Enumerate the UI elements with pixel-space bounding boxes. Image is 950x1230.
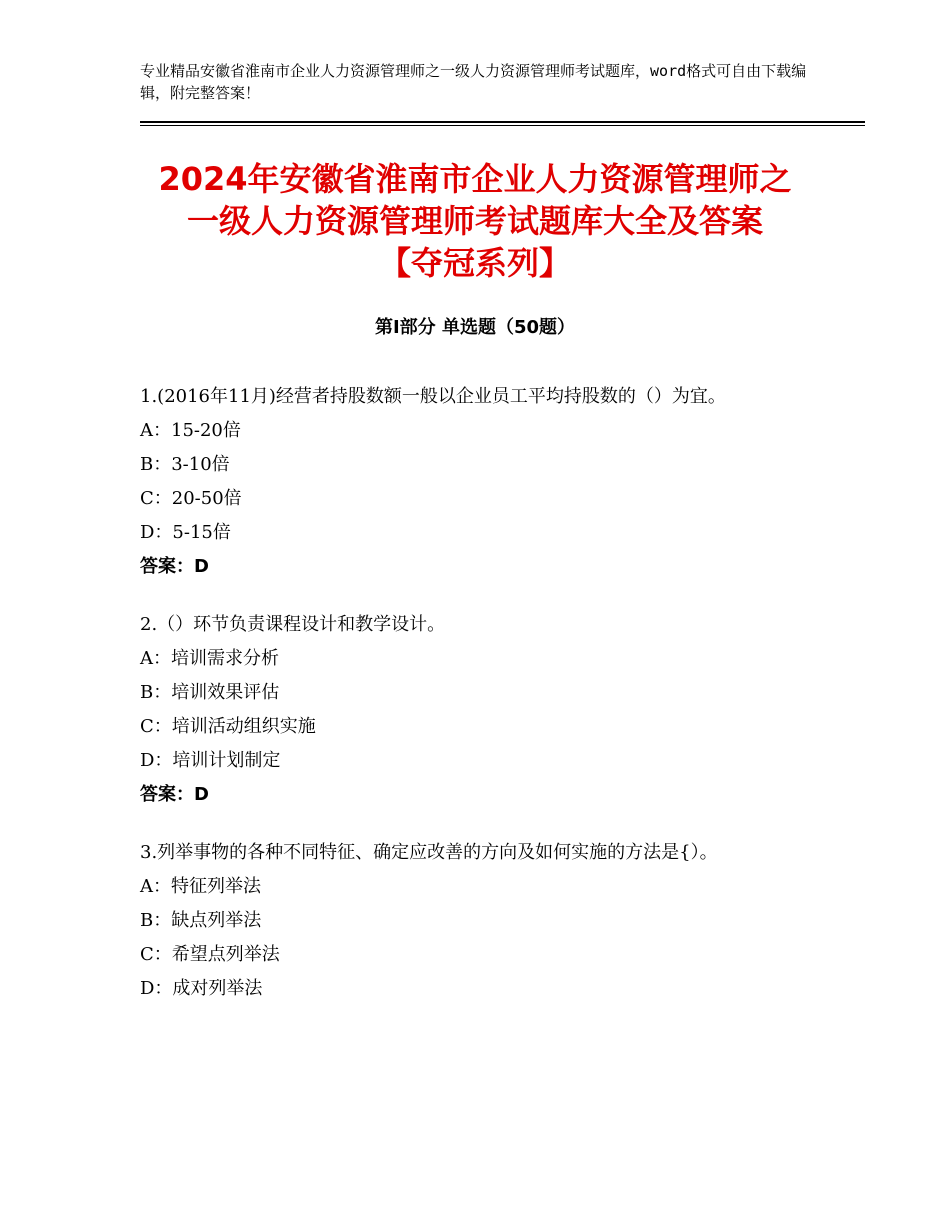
title-line-1: 2024年安徽省淮南市企业人力资源管理师之 — [158, 160, 792, 198]
question-3 — [140, 838, 810, 1004]
option-b: B：3-10倍 — [140, 454, 230, 475]
option-d: D：培训计划制定 — [140, 750, 281, 771]
question-list — [140, 382, 810, 1032]
option-a: A：培训需求分析 — [140, 648, 279, 669]
option-d: D：5-15倍 — [140, 522, 231, 543]
question-1 — [140, 382, 810, 582]
title-line-3: 【夺冠系列】 — [378, 244, 571, 282]
option-d: D：成对列举法 — [140, 978, 263, 999]
option-b: B：缺点列举法 — [140, 910, 262, 931]
option-c: C：20-50倍 — [140, 488, 242, 509]
question-2 — [140, 610, 810, 810]
header-rule-thin — [140, 125, 865, 126]
title-line-2: 一级人力资源管理师考试题库大全及答案 — [186, 202, 763, 240]
question-stem: 1.(2016年11月)经营者持股数额一般以企业员工平均持股数的（）为宜。 — [140, 386, 726, 407]
document-title — [100, 158, 850, 284]
option-a: A：特征列举法 — [140, 876, 261, 897]
header-note: 专业精品安徽省淮南市企业人力资源管理师之一级人力资源管理师考试题库，word格式可自由下载编辑，附完整答案！ — [140, 62, 807, 102]
header-rule-thick — [140, 121, 865, 123]
question-stem: 2.（）环节负责课程设计和教学设计。 — [140, 614, 446, 635]
option-b: B：培训效果评估 — [140, 682, 280, 703]
option-a: A：15-20倍 — [140, 420, 241, 441]
option-c: C：希望点列举法 — [140, 944, 280, 965]
option-c: C：培训活动组织实施 — [140, 716, 316, 737]
answer: 答案：D — [140, 784, 209, 805]
question-stem: 3.列举事物的各种不同特征、确定应改善的方向及如何实施的方法是{）。 — [140, 842, 718, 863]
answer: 答案：D — [140, 556, 209, 577]
section-title: 第Ⅰ部分 单选题（50题） — [374, 317, 575, 338]
